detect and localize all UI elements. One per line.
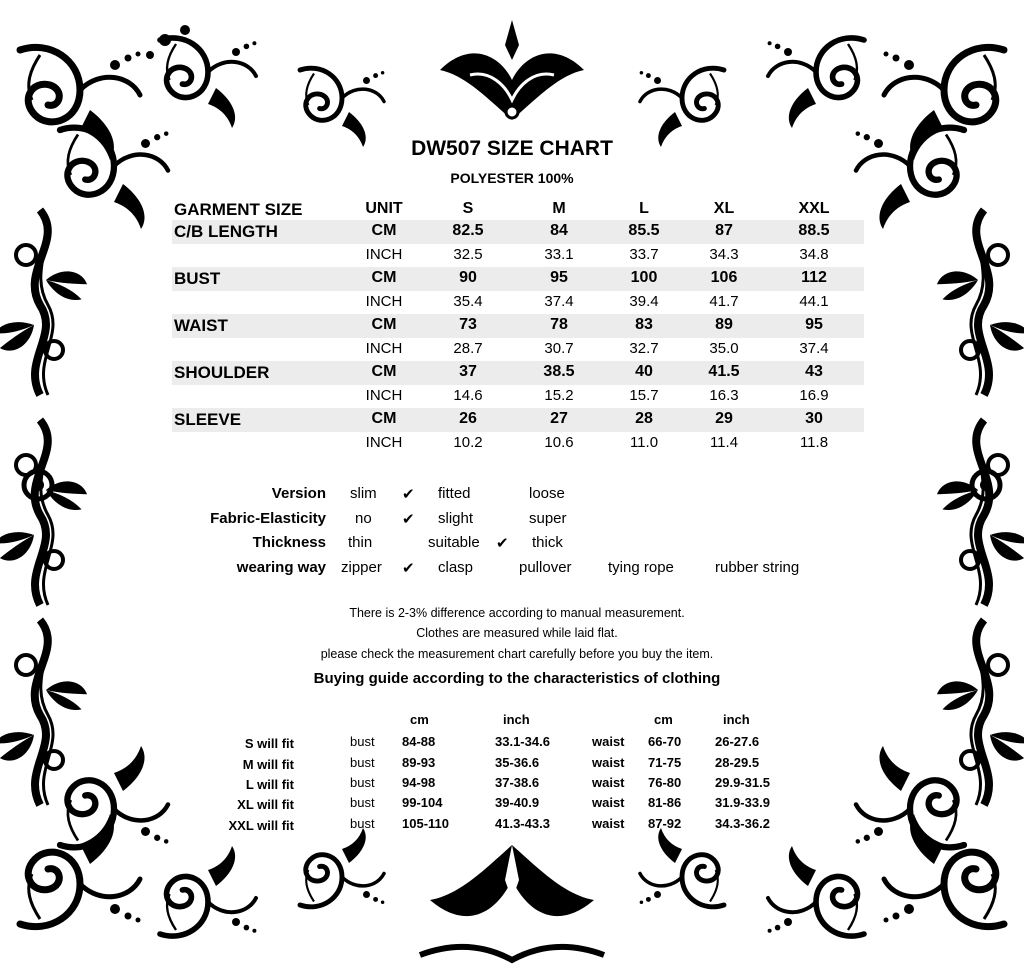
value-cell: 33.7 — [629, 245, 659, 263]
measure-label: WAIST — [174, 316, 228, 335]
guide-waist-label: waist — [592, 816, 625, 831]
value-cell: 16.3 — [709, 386, 739, 404]
value-cell: 35.0 — [709, 339, 739, 357]
value-cell: 39.4 — [629, 292, 659, 310]
guide-fit-label: XXL will fit — [228, 818, 294, 833]
guide-bust-label: bust — [350, 816, 375, 831]
value-cell: 10.2 — [453, 433, 483, 451]
guide-waist-label: waist — [592, 734, 625, 749]
guide-waist-inch: 28-29.5 — [715, 755, 760, 770]
unit-cell: INCH — [365, 245, 403, 263]
check-icon: ✔ — [496, 535, 509, 552]
guide-bust-cm: 105-110 — [402, 816, 449, 831]
table-row — [172, 314, 864, 338]
value-cell: 11.0 — [629, 433, 659, 451]
guide-waist-inch: 26-27.6 — [715, 734, 760, 749]
version-option-slim: slim — [350, 485, 377, 502]
value-cell: 82.5 — [452, 222, 484, 239]
guide-waist-cm: 87-92 — [648, 816, 682, 831]
guide-waist-inch: 29.9-31.5 — [715, 775, 770, 790]
table-row — [172, 432, 864, 456]
value-cell: 41.7 — [709, 292, 739, 310]
value-cell: 15.2 — [544, 386, 574, 404]
header-garment-size: GARMENT SIZE — [174, 200, 303, 219]
guide-col-inch: inch — [503, 712, 530, 727]
value-cell: 43 — [805, 363, 823, 380]
table-row — [172, 385, 864, 409]
value-cell: 15.7 — [629, 386, 659, 404]
table-row — [172, 220, 864, 244]
header-size-l: L — [639, 200, 649, 217]
value-cell: 30 — [805, 410, 823, 427]
value-cell: 85.5 — [628, 222, 660, 239]
value-cell: 78 — [550, 316, 568, 333]
value-cell: 32.5 — [453, 245, 483, 263]
guide-col-inch-waist: inch — [723, 712, 750, 727]
value-cell: 95 — [550, 269, 568, 286]
guide-bust-cm: 99-104 — [402, 795, 443, 810]
guide-waist-cm: 76-80 — [648, 775, 682, 790]
value-cell: 27 — [550, 410, 568, 427]
guide-bust-inch: 41.3-43.3 — [495, 816, 550, 831]
elasticity-label: Fabric-Elasticity — [210, 510, 326, 527]
unit-cell: CM — [371, 316, 397, 333]
value-cell: 106 — [710, 269, 738, 286]
unit-cell: CM — [371, 222, 397, 239]
value-cell: 100 — [630, 269, 658, 286]
value-cell: 89 — [715, 316, 733, 333]
value-cell: 87 — [715, 222, 733, 239]
value-cell: 32.7 — [629, 339, 659, 357]
value-cell: 84 — [550, 222, 568, 239]
guide-waist-label: waist — [592, 755, 625, 770]
wearing-option-clasp: clasp — [438, 559, 474, 576]
value-cell: 11.4 — [709, 433, 739, 451]
elasticity-option-super: super — [529, 510, 567, 527]
note-difference: There is 2-3% difference according to manual measurement. — [349, 606, 685, 620]
value-cell: 37.4 — [544, 292, 574, 310]
guide-waist-inch: 34.3-36.2 — [715, 816, 770, 831]
guide-fit-label: XL will fit — [237, 797, 294, 812]
value-cell: 28.7 — [453, 339, 483, 357]
wearing-way-label: wearing way — [236, 559, 326, 576]
guide-bust-inch: 37-38.6 — [495, 775, 540, 790]
value-cell: 26 — [459, 410, 477, 427]
header-size-m: M — [552, 200, 566, 217]
thickness-option-suitable: suitable — [428, 534, 480, 551]
measure-label: SLEEVE — [174, 410, 242, 429]
guide-waist-inch: 31.9-33.9 — [715, 795, 770, 810]
wearing-option-rubber-string: rubber string — [715, 559, 800, 576]
guide-col-cm: cm — [410, 712, 429, 727]
value-cell: 83 — [635, 316, 653, 333]
material-label: POLYESTER 100% — [450, 170, 574, 186]
guide-col-cm-waist: cm — [654, 712, 673, 727]
unit-cell: INCH — [365, 339, 403, 357]
measure-label: BUST — [174, 269, 221, 288]
wearing-option-pullover: pullover — [519, 559, 572, 576]
measure-label: C/B LENGTH — [174, 222, 278, 241]
guide-fit-label: L will fit — [245, 777, 294, 792]
unit-cell: CM — [371, 269, 397, 286]
check-icon: ✔ — [402, 560, 415, 577]
elasticity-option-no: no — [355, 510, 372, 527]
guide-bust-label: bust — [350, 795, 375, 810]
unit-cell: CM — [371, 363, 397, 380]
thickness-option-thin: thin — [348, 534, 373, 551]
unit-cell: INCH — [365, 433, 403, 451]
value-cell: 112 — [801, 269, 827, 286]
guide-bust-inch: 35-36.6 — [495, 755, 540, 770]
check-icon: ✔ — [402, 486, 415, 503]
header-size-xxl: XXL — [798, 200, 830, 217]
value-cell: 35.4 — [453, 292, 483, 310]
guide-bust-cm: 84-88 — [402, 734, 436, 749]
thickness-label: Thickness — [252, 534, 326, 551]
guide-bust-inch: 39-40.9 — [495, 795, 540, 810]
version-option-loose: loose — [529, 485, 565, 502]
value-cell: 73 — [459, 316, 477, 333]
value-cell: 14.6 — [453, 386, 483, 404]
value-cell: 33.1 — [544, 245, 574, 263]
header-size-s: S — [462, 200, 474, 217]
value-cell: 16.9 — [799, 386, 829, 404]
check-icon: ✔ — [402, 511, 415, 528]
note-check-chart: please check the measurement chart carefully before you buy the item. — [320, 647, 714, 661]
guide-waist-label: waist — [592, 775, 625, 790]
value-cell: 11.8 — [799, 433, 829, 451]
guide-bust-cm: 89-93 — [402, 755, 436, 770]
guide-fit-label: S will fit — [244, 736, 294, 751]
table-row — [172, 408, 864, 432]
table-row — [172, 291, 864, 315]
guide-bust-inch: 33.1-34.6 — [495, 734, 550, 749]
size-table — [172, 198, 864, 455]
elasticity-option-slight: slight — [438, 510, 474, 527]
value-cell: 10.6 — [544, 433, 574, 451]
value-cell: 38.5 — [543, 363, 575, 380]
thickness-option-thick: thick — [532, 534, 563, 551]
table-row — [172, 267, 864, 291]
guide-waist-cm: 81-86 — [648, 795, 682, 810]
wearing-option-tying-rope: tying rope — [608, 559, 674, 576]
page-title: DW507 SIZE CHART — [411, 137, 613, 160]
guide-bust-label: bust — [350, 734, 375, 749]
header-size-xl: XL — [713, 200, 735, 217]
value-cell: 29 — [715, 410, 733, 427]
value-cell: 90 — [459, 269, 477, 286]
header-unit: UNIT — [365, 200, 403, 217]
measure-label: SHOULDER — [174, 363, 270, 382]
unit-cell: INCH — [365, 386, 403, 404]
guide-waist-cm: 66-70 — [648, 734, 682, 749]
guide-bust-cm: 94-98 — [402, 775, 436, 790]
unit-cell: CM — [371, 410, 397, 427]
value-cell: 30.7 — [544, 339, 574, 357]
value-cell: 95 — [805, 316, 823, 333]
value-cell: 28 — [635, 410, 653, 427]
value-cell: 88.5 — [798, 222, 830, 239]
note-laid-flat: Clothes are measured while laid flat. — [416, 626, 618, 640]
guide-bust-label: bust — [350, 755, 375, 770]
guide-waist-cm: 71-75 — [648, 755, 682, 770]
buying-guide-title: Buying guide according to the characteristics of clothing — [313, 670, 721, 687]
value-cell: 34.3 — [709, 245, 739, 263]
value-cell: 41.5 — [708, 363, 740, 380]
guide-waist-label: waist — [592, 795, 625, 810]
unit-cell: INCH — [365, 292, 403, 310]
value-cell: 40 — [635, 363, 653, 380]
value-cell: 44.1 — [799, 292, 829, 310]
guide-fit-label: M will fit — [242, 757, 294, 772]
version-label: Version — [271, 485, 326, 502]
table-row — [172, 244, 864, 268]
table-row — [172, 338, 864, 362]
wearing-option-zipper: zipper — [341, 559, 382, 576]
value-cell: 37 — [459, 363, 477, 380]
version-option-fitted: fitted — [438, 485, 471, 502]
value-cell: 37.4 — [799, 339, 829, 357]
guide-bust-label: bust — [350, 775, 375, 790]
size-table-header — [172, 198, 864, 220]
value-cell: 34.8 — [799, 245, 829, 263]
table-row — [172, 361, 864, 385]
